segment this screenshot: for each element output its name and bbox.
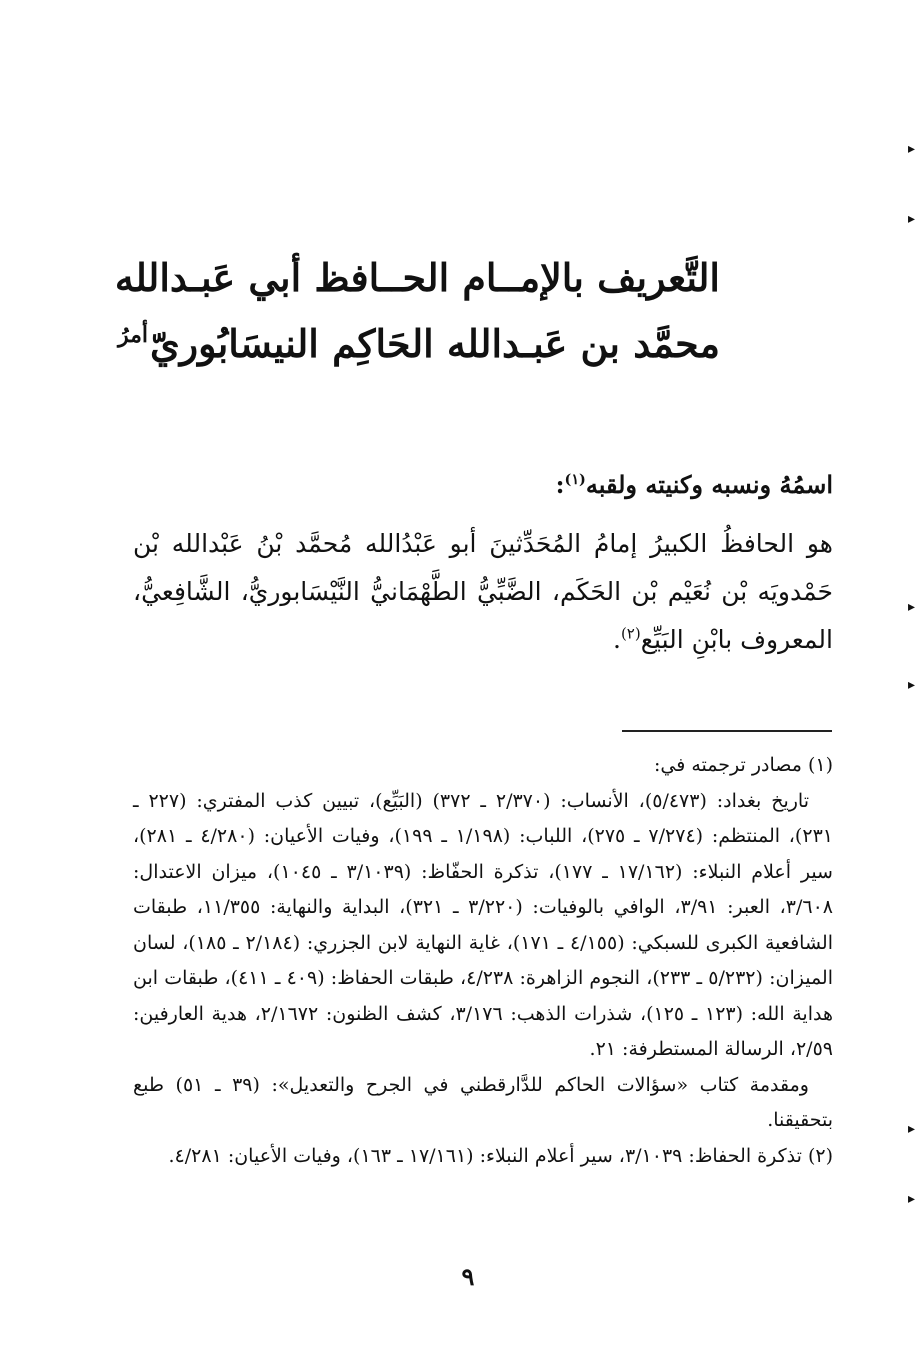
body-paragraph-end: . bbox=[612, 625, 621, 654]
body-paragraph-text: هو الحافظُ الكبيرُ إمامُ المُحَدِّثينَ أبو عَبْدُالله مُحمَّد بْنُ عَبْدالله بْن حَمْدويَه بْن نُعَيْم بْن الحَكَم، الضَّبِّيُّ الطَّهْمَانيُّ النَّيْسَابوريُّ، الشَّافِعيُّ، المعروف بابْنِ البَيِّع bbox=[133, 529, 833, 654]
footnote-1-sources: تاريخ بغداد: (٥/٤٧٣)، الأنساب: (٢/٣٧٠ ـ ٣٧٢) (البَيِّع)، تبيين كذب المفتري: (٢٢٧ ـ ٢٣١)، المنتظم: (٧/٢٧٤ ـ ٢٧٥)، اللباب: (١/١٩٨ ـ ١٩٩)، وفيات الأعيان: (٤/٢٨٠ ـ ٢٨١)، سير أعلام النبلاء: (١٧/١٦٢ ـ ١٧٧)، تذكرة الحفّاظ: (٣/١٠٣٩ ـ ١٠٤٥)، ميزان الاعتدال: ٣/٦٠٨، العبر: ٣/٩١، الوافي بالوفيات: (٣/٢٢٠ ـ ٣٢١)، البداية والنهاية: ١١/٣٥٥، طبقات الشافعية الكبرى للسبكي: (٤/١٥٥ ـ ١٧١)، غاية النهاية لابن الجزري: (٢/١٨٤ ـ ١٨٥)، لسان الميزان: (٥/٢٣٢ ـ ٢٣٣)، النجوم الزاهرة: ٤/٢٣٨، طبقات الحفاظ: (٤٠٩ ـ ٤١١)، طبقات ابن هداية الله: (١٢٣ ـ ١٢٥)، شذرات الذهب: ٣/١٧٦، كشف الظنون: ٢/١٦٧٢، هدية العارفين: ٢/٥٩، الرسالة المستطرفة: ٢١. bbox=[133, 789, 833, 1060]
footnote-1-intro: ومقدمة كتاب «سؤالات الحاكم للدَّارقطني في الجرح والتعديل»: (٣٩ ـ ٥١) طبع بتحقيقنا. bbox=[133, 1073, 833, 1131]
footnote-separator bbox=[622, 730, 832, 732]
scan-edge-mark: ▸ bbox=[908, 1191, 916, 1207]
footnotes bbox=[133, 748, 833, 1174]
footnote-2: (٢) تذكرة الحفاظ: ٣/١٠٣٩، سير أعلام النبلاء: (١٧/١٦١ ـ ١٦٣)، وفيات الأعيان: ٤/٢٨١. bbox=[168, 1144, 833, 1167]
section-heading-colon: : bbox=[555, 470, 565, 499]
footnote-ref-2[interactable]: (٢) bbox=[620, 624, 641, 643]
page-number: ٩ bbox=[461, 1262, 475, 1291]
footnote-1-title: (١) مصادر ترجمته في: bbox=[654, 754, 833, 776]
scan-edge-mark: ▸ bbox=[908, 599, 916, 615]
footnote-ref-1[interactable]: (١) bbox=[564, 471, 586, 488]
chapter-title-line-1: التَّعريف بالإمــام الحــافظ أبي عَبـدالله bbox=[114, 255, 720, 300]
scan-edge-mark: ▸ bbox=[908, 1121, 916, 1137]
section-heading bbox=[556, 470, 833, 499]
margin-note: أمرُ bbox=[118, 322, 149, 348]
scan-edge-mark: ▸ bbox=[908, 211, 916, 227]
chapter-title-line-2: محمَّد بن عَبـدالله الحَاكِم النيسَابُوريّ bbox=[150, 321, 720, 366]
section-heading-text: اسمُهُ ونسبه وكنيته ولقبه bbox=[585, 470, 833, 499]
scan-edge-mark: ▸ bbox=[908, 141, 916, 157]
scan-edge-mark: ▸ bbox=[908, 677, 916, 693]
body-paragraph bbox=[133, 520, 833, 664]
